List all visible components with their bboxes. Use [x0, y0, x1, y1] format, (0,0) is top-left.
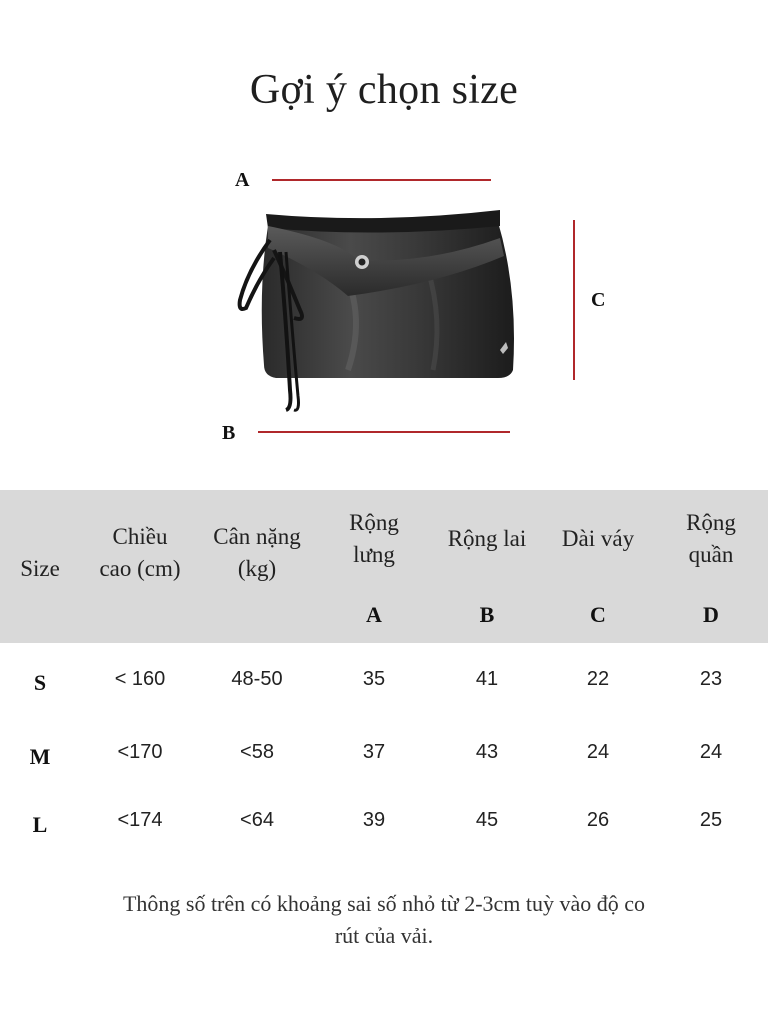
size-cell: L	[32, 812, 48, 837]
size-cell: S	[33, 670, 47, 695]
column-header-waist: Rộng lưng	[349, 510, 399, 567]
table-header	[0, 490, 768, 643]
waist-cell: 35	[362, 668, 386, 690]
dimension-label-b: B	[222, 422, 236, 444]
dimension-line-c	[573, 220, 575, 380]
page-title: Gợi ý chọn size	[249, 67, 519, 113]
size-cell: M	[29, 744, 51, 769]
pants-width-cell: 24	[699, 741, 723, 763]
column-letter-b: B	[479, 602, 495, 627]
column-header-height: Chiều cao (cm)	[99, 524, 181, 581]
column-letter-c: C	[590, 602, 606, 627]
column-header-pants-width: Rộng quần	[686, 510, 736, 567]
length-cell: 26	[586, 809, 610, 831]
footnote	[0, 888, 768, 952]
height-cell: <170	[117, 741, 163, 763]
column-header-length: Dài váy	[561, 526, 635, 551]
column-header-weight: Cân nặng (kg)	[213, 524, 301, 581]
column-letter-a: A	[366, 602, 382, 627]
column-header-size: Size	[20, 556, 60, 581]
pants-width-cell: 25	[699, 809, 723, 831]
height-cell: <174	[117, 809, 163, 831]
column-letter-d: D	[703, 602, 719, 627]
skirt-image	[228, 200, 532, 415]
footnote-text: Thông số trên có khoảng sai số nhỏ từ 2-3cm tuỳ vào độ co rút của vải.	[122, 891, 646, 948]
height-cell: < 160	[114, 668, 166, 690]
dimension-label-a: A	[235, 169, 250, 191]
weight-cell: 48-50	[231, 668, 283, 690]
waist-cell: 39	[362, 809, 386, 831]
column-header-hem: Rộng lai	[447, 526, 527, 551]
dimension-line-a	[272, 179, 491, 181]
dimension-label-c: C	[591, 289, 606, 311]
length-cell: 22	[586, 668, 610, 690]
hem-cell: 45	[475, 809, 499, 831]
hem-cell: 43	[475, 741, 499, 763]
pants-width-cell: 23	[699, 668, 723, 690]
waist-cell: 37	[362, 741, 386, 763]
weight-cell: <58	[240, 741, 274, 763]
weight-cell: <64	[240, 809, 274, 831]
dimension-line-b	[258, 431, 510, 433]
hem-cell: 41	[475, 668, 499, 690]
length-cell: 24	[586, 741, 610, 763]
